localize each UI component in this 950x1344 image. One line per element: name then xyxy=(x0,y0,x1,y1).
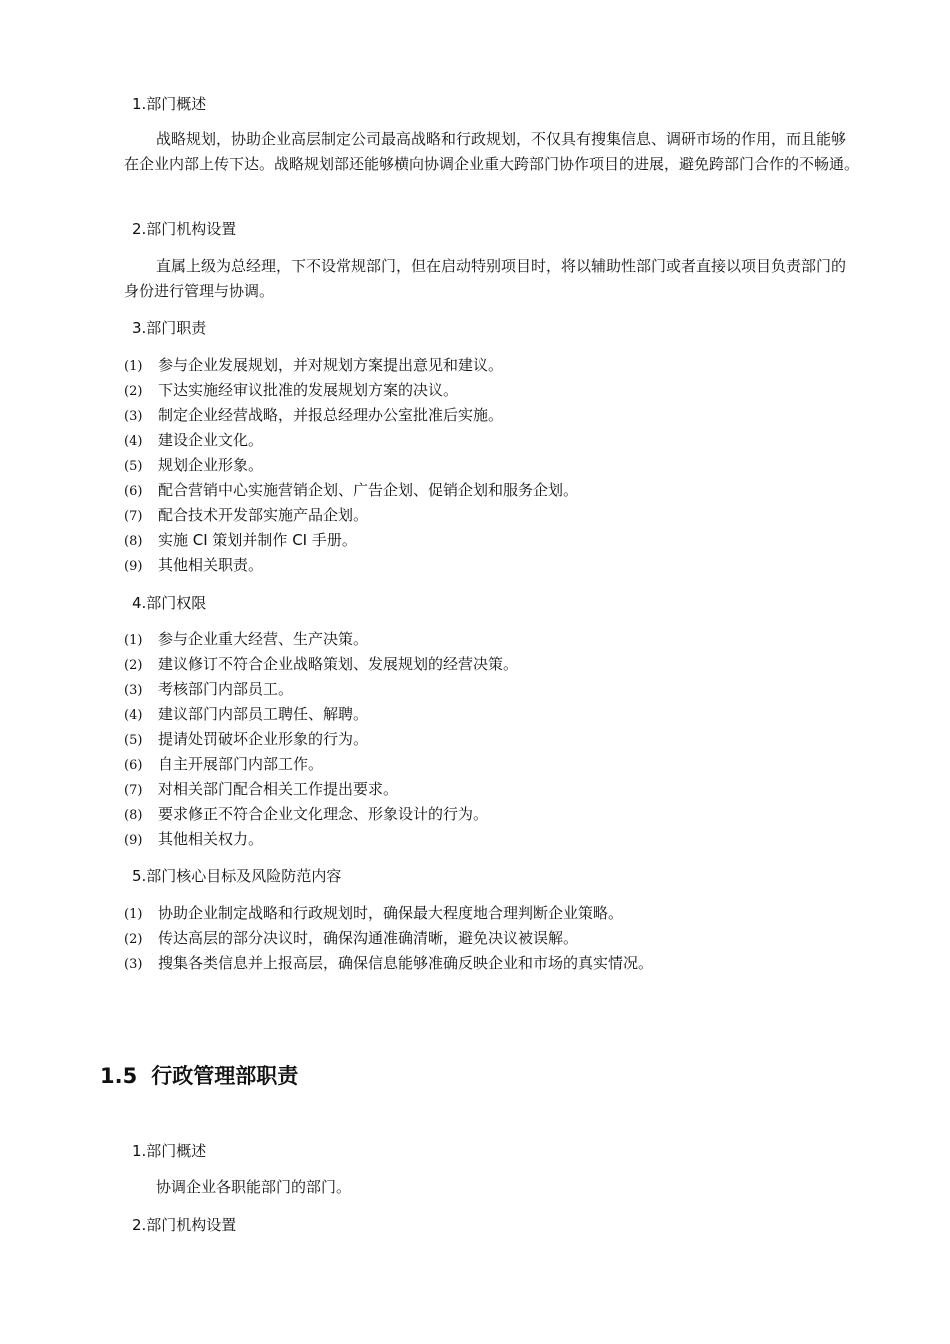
list-item xyxy=(124,403,578,428)
list-item xyxy=(124,802,518,827)
list-item-text: 其他相关权力。 xyxy=(158,830,264,848)
list-item xyxy=(124,627,518,652)
list-item-number: (2) xyxy=(124,384,143,399)
list-item xyxy=(124,777,518,802)
duties-heading: 3.部门职责 xyxy=(132,319,207,337)
list-item-text: 考核部门内部员工。 xyxy=(158,680,294,698)
list-item-text: 规划企业形象。 xyxy=(158,456,264,474)
goals-list xyxy=(124,901,653,976)
list-item-number: (4) xyxy=(124,434,143,449)
overview-paragraph: 战略规划，协助企业高层制定公司最高战略和行政规划，不仅具有搜集信息、调研市场的作用，而且能够在企业内部上传下达。战略规划部还能够横向协调企业重大跨部门协作项目的进展，避免跨部门合作的不畅通。 xyxy=(124,130,860,173)
list-item-number: (1) xyxy=(124,633,143,648)
list-item xyxy=(124,453,578,478)
list-item-text: 传达高层的部分决议时，确保沟通准确清晰，避免决议被误解。 xyxy=(158,929,579,947)
list-item-number: (3) xyxy=(124,409,143,424)
list-item xyxy=(124,901,653,926)
structure-heading: 2.部门机构设置 xyxy=(132,220,237,238)
list-item-text: 实施 CI 策划并制作 CI 手册。 xyxy=(158,531,357,549)
list-item-text: 对相关部门配合相关工作提出要求。 xyxy=(158,780,399,798)
section-number: 1.5 xyxy=(100,1064,138,1088)
list-item-text: 下达实施经审议批准的发展规划方案的决议。 xyxy=(158,381,459,399)
list-item-number: (6) xyxy=(124,758,143,773)
section-structure-heading: 2.部门机构设置 xyxy=(132,1216,237,1234)
list-item-text: 提请处罚破坏企业形象的行为。 xyxy=(158,730,369,748)
list-item-number: (1) xyxy=(124,907,143,922)
list-item-text: 制定企业经营战略，并报总经理办公室批准后实施。 xyxy=(158,406,504,424)
list-item-text: 建议修订不符合企业战略策划、发展规划的经营决策。 xyxy=(158,655,519,673)
section-title-text: 行政管理部职责 xyxy=(151,1064,299,1088)
list-item xyxy=(124,727,518,752)
section-title xyxy=(100,1061,298,1091)
list-item xyxy=(124,378,578,403)
list-item-number: (8) xyxy=(124,534,143,549)
structure-paragraph: 直属上级为总经理，下不设常规部门，但在启动特别项目时，将以辅助性部门或者直接以项目负责部门的身份进行管理与协调。 xyxy=(124,257,847,300)
list-item-text: 建议部门内部员工聘任、解聘。 xyxy=(158,705,369,723)
list-item-number: (6) xyxy=(124,484,143,499)
list-item-number: (3) xyxy=(124,683,143,698)
list-item xyxy=(124,652,518,677)
list-item xyxy=(124,503,578,528)
list-item xyxy=(124,353,578,378)
list-item xyxy=(124,478,578,503)
list-item-text: 要求修正不符合企业文化理念、形象设计的行为。 xyxy=(158,805,489,823)
list-item-text: 参与企业发展规划，并对规划方案提出意见和建议。 xyxy=(158,356,504,374)
authority-list xyxy=(124,627,518,852)
authority-heading: 4.部门权限 xyxy=(132,594,207,612)
list-item-number: (7) xyxy=(124,509,143,524)
list-item-number: (4) xyxy=(124,708,143,723)
list-item-text: 配合营销中心实施营销企划、广告企划、促销企划和服务企划。 xyxy=(158,481,579,499)
list-item xyxy=(124,827,518,852)
duties-list xyxy=(124,353,578,578)
list-item-number: (5) xyxy=(124,733,143,748)
list-item-text: 协助企业制定战略和行政规划时，确保最大程度地合理判断企业策略。 xyxy=(158,904,624,922)
list-item-number: (8) xyxy=(124,808,143,823)
list-item-text: 参与企业重大经营、生产决策。 xyxy=(158,630,369,648)
section-overview-heading: 1.部门概述 xyxy=(132,1142,207,1160)
list-item-number: (3) xyxy=(124,957,143,972)
list-item xyxy=(124,951,653,976)
goals-heading: 5.部门核心目标及风险防范内容 xyxy=(132,867,342,885)
list-item xyxy=(124,677,518,702)
list-item-number: (9) xyxy=(124,559,143,574)
list-item-number: (2) xyxy=(124,658,143,673)
list-item-text: 建设企业文化。 xyxy=(158,431,264,449)
list-item xyxy=(124,553,578,578)
overview-heading: 1.部门概述 xyxy=(132,95,207,113)
list-item-number: (7) xyxy=(124,783,143,798)
list-item-number: (9) xyxy=(124,833,143,848)
list-item xyxy=(124,528,578,553)
list-item-number: (5) xyxy=(124,459,143,474)
list-item-number: (1) xyxy=(124,359,143,374)
list-item xyxy=(124,428,578,453)
list-item-number: (2) xyxy=(124,932,143,947)
list-item-text: 其他相关职责。 xyxy=(158,556,264,574)
list-item xyxy=(124,752,518,777)
list-item-text: 自主开展部门内部工作。 xyxy=(158,755,324,773)
list-item-text: 搜集各类信息并上报高层，确保信息能够准确反映企业和市场的真实情况。 xyxy=(158,954,654,972)
list-item xyxy=(124,926,653,951)
list-item xyxy=(124,702,518,727)
section-overview-paragraph: 协调企业各职能部门的部门。 xyxy=(156,1178,352,1196)
list-item-text: 配合技术开发部实施产品企划。 xyxy=(158,506,369,524)
